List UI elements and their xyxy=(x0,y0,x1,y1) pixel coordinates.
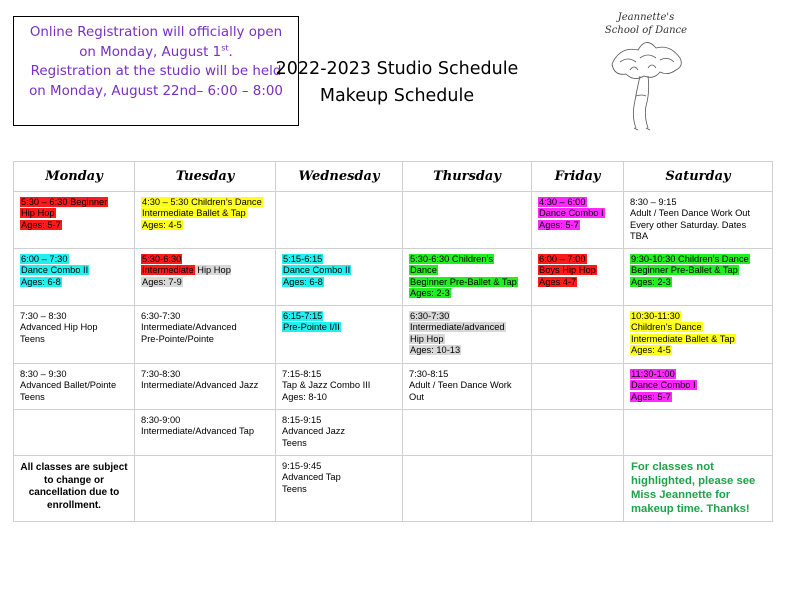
logo-line-2: School of Dance xyxy=(604,25,688,36)
header-row xyxy=(14,162,773,192)
cell-sat-3 xyxy=(624,306,773,364)
class-name: Adult / Teen Dance Work Out xyxy=(630,208,751,219)
cell-sat-4 xyxy=(624,364,773,410)
notice-line-2-text: on Monday, August 1 xyxy=(79,44,222,60)
class-time: 7:30 – 8:30 xyxy=(20,311,67,321)
class-time: 7:30-8:15 xyxy=(409,369,449,379)
class-ages: Ages: 5-7 xyxy=(631,391,671,402)
day-header-monday: Monday xyxy=(14,162,135,192)
class-ages: Ages: 8-10 xyxy=(282,391,327,402)
class-name: Hip Hop xyxy=(21,208,55,219)
class-level: Intermediate/advanced xyxy=(410,322,505,333)
class-time: 9:15-9:45 xyxy=(282,461,322,471)
notice-line-1: Online Registration will officially open xyxy=(29,25,283,40)
class-time: 10:30-11:30 xyxy=(631,311,680,321)
class-note-end: TBA xyxy=(630,230,649,241)
class-ages: Ages 4-7 xyxy=(539,276,577,287)
class-name: Dance Combo I xyxy=(539,208,604,219)
cell-mon-4 xyxy=(14,364,135,410)
class-name: Advanced Jazz xyxy=(282,426,346,437)
class-name: Children’s Dance xyxy=(631,322,702,333)
schedule-disclaimer: All classes are subject to change or cancellation due to enrollment. xyxy=(20,462,128,511)
cell-thu-5 xyxy=(403,410,532,456)
notice-line-2-sup: st xyxy=(221,43,229,53)
class-time: 5:30 – 6:30 Beginner xyxy=(21,197,108,207)
class-time: 7:30-8:30 xyxy=(141,369,181,379)
cell-wed-1 xyxy=(276,192,403,249)
cell-fri-3 xyxy=(532,306,624,364)
class-time: 8:30-9:00 xyxy=(141,415,181,425)
cell-wed-4 xyxy=(276,364,403,410)
class-name: Pre-Pointe/Pointe xyxy=(141,333,214,344)
class-time: 6:30-7:30 xyxy=(141,311,181,321)
day-header-saturday: Saturday xyxy=(624,162,773,192)
class-time: 5:15-6:15 xyxy=(283,254,323,264)
cell-mon-1 xyxy=(14,192,135,249)
class-time: 5:30-6:30 xyxy=(142,254,182,264)
cell-thu-3 xyxy=(403,306,532,364)
class-name: Intermediate Ballet & Tap xyxy=(142,208,246,219)
class-time: 8:15-9:15 xyxy=(282,415,322,425)
cell-tue-6 xyxy=(135,456,276,522)
class-note: Every other Saturday. Dates xyxy=(630,219,747,230)
class-name: Boys Hip Hop xyxy=(539,265,596,276)
class-time: 11:30-1:00 xyxy=(631,369,675,379)
class-name: Hip Hop xyxy=(194,265,231,276)
class-time: 8:30 – 9:15 xyxy=(630,197,677,207)
cell-tue-4 xyxy=(135,364,276,410)
schedule-table xyxy=(13,161,773,522)
class-ages: Ages: 4-5 xyxy=(631,344,671,355)
table-row xyxy=(14,456,773,522)
class-ages: Teens xyxy=(282,437,307,448)
cell-sat-6 xyxy=(624,456,773,522)
class-ages: Ages: 4-5 xyxy=(142,219,182,230)
class-time: 6:15-7:15 xyxy=(283,311,323,321)
cell-sat-2 xyxy=(624,249,773,306)
class-name: Advanced Tap xyxy=(282,472,341,483)
table-row xyxy=(14,306,773,364)
class-level: Intermediate xyxy=(142,265,194,276)
cell-tue-3 xyxy=(135,306,276,364)
cell-fri-4 xyxy=(532,364,624,410)
cell-wed-3 xyxy=(276,306,403,364)
class-time: 6:00 – 7:00 xyxy=(539,254,586,264)
class-name: Dance xyxy=(410,265,437,276)
class-name: Tap & Jazz Combo III xyxy=(282,380,371,391)
class-name: Dance Combo II xyxy=(21,265,89,276)
logo-line-1: Jeannette's xyxy=(617,12,675,23)
table-row xyxy=(14,249,773,306)
class-ages: Ages: 10-13 xyxy=(410,344,461,355)
cell-sat-5 xyxy=(624,410,773,456)
class-ages: Ages: 2-3 xyxy=(631,276,671,287)
class-ages: Ages: 6-8 xyxy=(21,276,61,287)
cell-fri-2 xyxy=(532,249,624,306)
class-name: Advanced Hip Hop xyxy=(20,322,98,333)
makeup-note: For classes not highlighted, please see Miss Jeannette for makeup time. Thanks! xyxy=(631,461,756,515)
ballerina-icon xyxy=(590,6,702,134)
class-level: Intermediate Ballet & Tap xyxy=(631,333,735,344)
class-ages: Ages: 6-8 xyxy=(283,276,323,287)
class-ages: Ages: 5-7 xyxy=(539,219,579,230)
cell-wed-2 xyxy=(276,249,403,306)
cell-mon-5 xyxy=(14,410,135,456)
class-time: 9:30-10:30 Children’s Dance xyxy=(631,254,749,264)
studio-logo xyxy=(590,6,702,134)
class-time: 6:30-7:30 xyxy=(410,311,450,321)
class-ages: Teens xyxy=(20,391,45,402)
class-ages: Ages: 2-3 xyxy=(410,287,450,298)
cell-wed-5 xyxy=(276,410,403,456)
cell-fri-6 xyxy=(532,456,624,522)
cell-mon-6 xyxy=(14,456,135,522)
cell-fri-5 xyxy=(532,410,624,456)
cell-mon-3 xyxy=(14,306,135,364)
class-time: 8:30 – 9:30 xyxy=(20,369,67,379)
class-name-end: Out xyxy=(409,391,424,402)
notice-line-4: on Monday, August 22nd– 6:00 – 8:00 xyxy=(29,83,283,99)
class-name: Intermediate/Advanced Tap xyxy=(141,426,255,437)
class-ages: Teens xyxy=(20,333,45,344)
day-header-thursday: Thursday xyxy=(403,162,532,192)
title-line-2: Makeup Schedule xyxy=(319,86,475,106)
class-time: 6:00 – 7:30 xyxy=(21,254,68,264)
class-name: Adult / Teen Dance Work xyxy=(409,380,512,391)
table-row xyxy=(14,410,773,456)
class-name: Intermediate/Advanced Jazz xyxy=(141,380,259,391)
cell-thu-6 xyxy=(403,456,532,522)
notice-line-3: Registration at the studio will be held xyxy=(30,64,282,79)
class-time: 5:30-6:30 Children’s xyxy=(410,254,494,264)
class-time: 7:15-8:15 xyxy=(282,369,322,379)
cell-thu-2 xyxy=(403,249,532,306)
cell-tue-2 xyxy=(135,249,276,306)
cell-wed-6 xyxy=(276,456,403,522)
cell-mon-2 xyxy=(14,249,135,306)
registration-notice xyxy=(13,16,299,126)
class-ages: Ages: 5-7 xyxy=(21,219,61,230)
notice-line-2-end: . xyxy=(228,44,233,60)
table-row xyxy=(14,192,773,249)
class-name: Advanced Ballet/Pointe xyxy=(20,380,117,391)
notice-line-2 xyxy=(14,43,298,63)
class-name: Dance Combo II xyxy=(283,265,351,276)
class-ages: Teens xyxy=(282,483,307,494)
title-line-1: 2022-2023 Studio Schedule xyxy=(275,59,519,79)
cell-thu-4 xyxy=(403,364,532,410)
cell-sat-1 xyxy=(624,192,773,249)
cell-thu-1 xyxy=(403,192,532,249)
table-row xyxy=(14,364,773,410)
cell-tue-5 xyxy=(135,410,276,456)
day-header-tuesday: Tuesday xyxy=(135,162,276,192)
day-header-friday: Friday xyxy=(532,162,624,192)
class-name: Beginner Pre-Ballet & Tap xyxy=(631,265,738,276)
class-name: Hip Hop xyxy=(410,333,444,344)
class-time: 4:30 – 6:00 xyxy=(539,197,586,207)
cell-tue-1 xyxy=(135,192,276,249)
day-header-wednesday: Wednesday xyxy=(276,162,403,192)
class-name: Pre-Pointe I/II xyxy=(283,322,340,333)
class-time: 4:30 – 5:30 Children’s Dance xyxy=(142,197,262,207)
page-title xyxy=(268,56,526,110)
cell-fri-1 xyxy=(532,192,624,249)
class-level: Beginner Pre-Ballet & Tap xyxy=(410,276,517,287)
class-level: Intermediate/Advanced xyxy=(141,322,237,333)
class-name: Dance Combo I xyxy=(631,380,696,391)
class-ages: Ages: 7-9 xyxy=(142,276,182,287)
